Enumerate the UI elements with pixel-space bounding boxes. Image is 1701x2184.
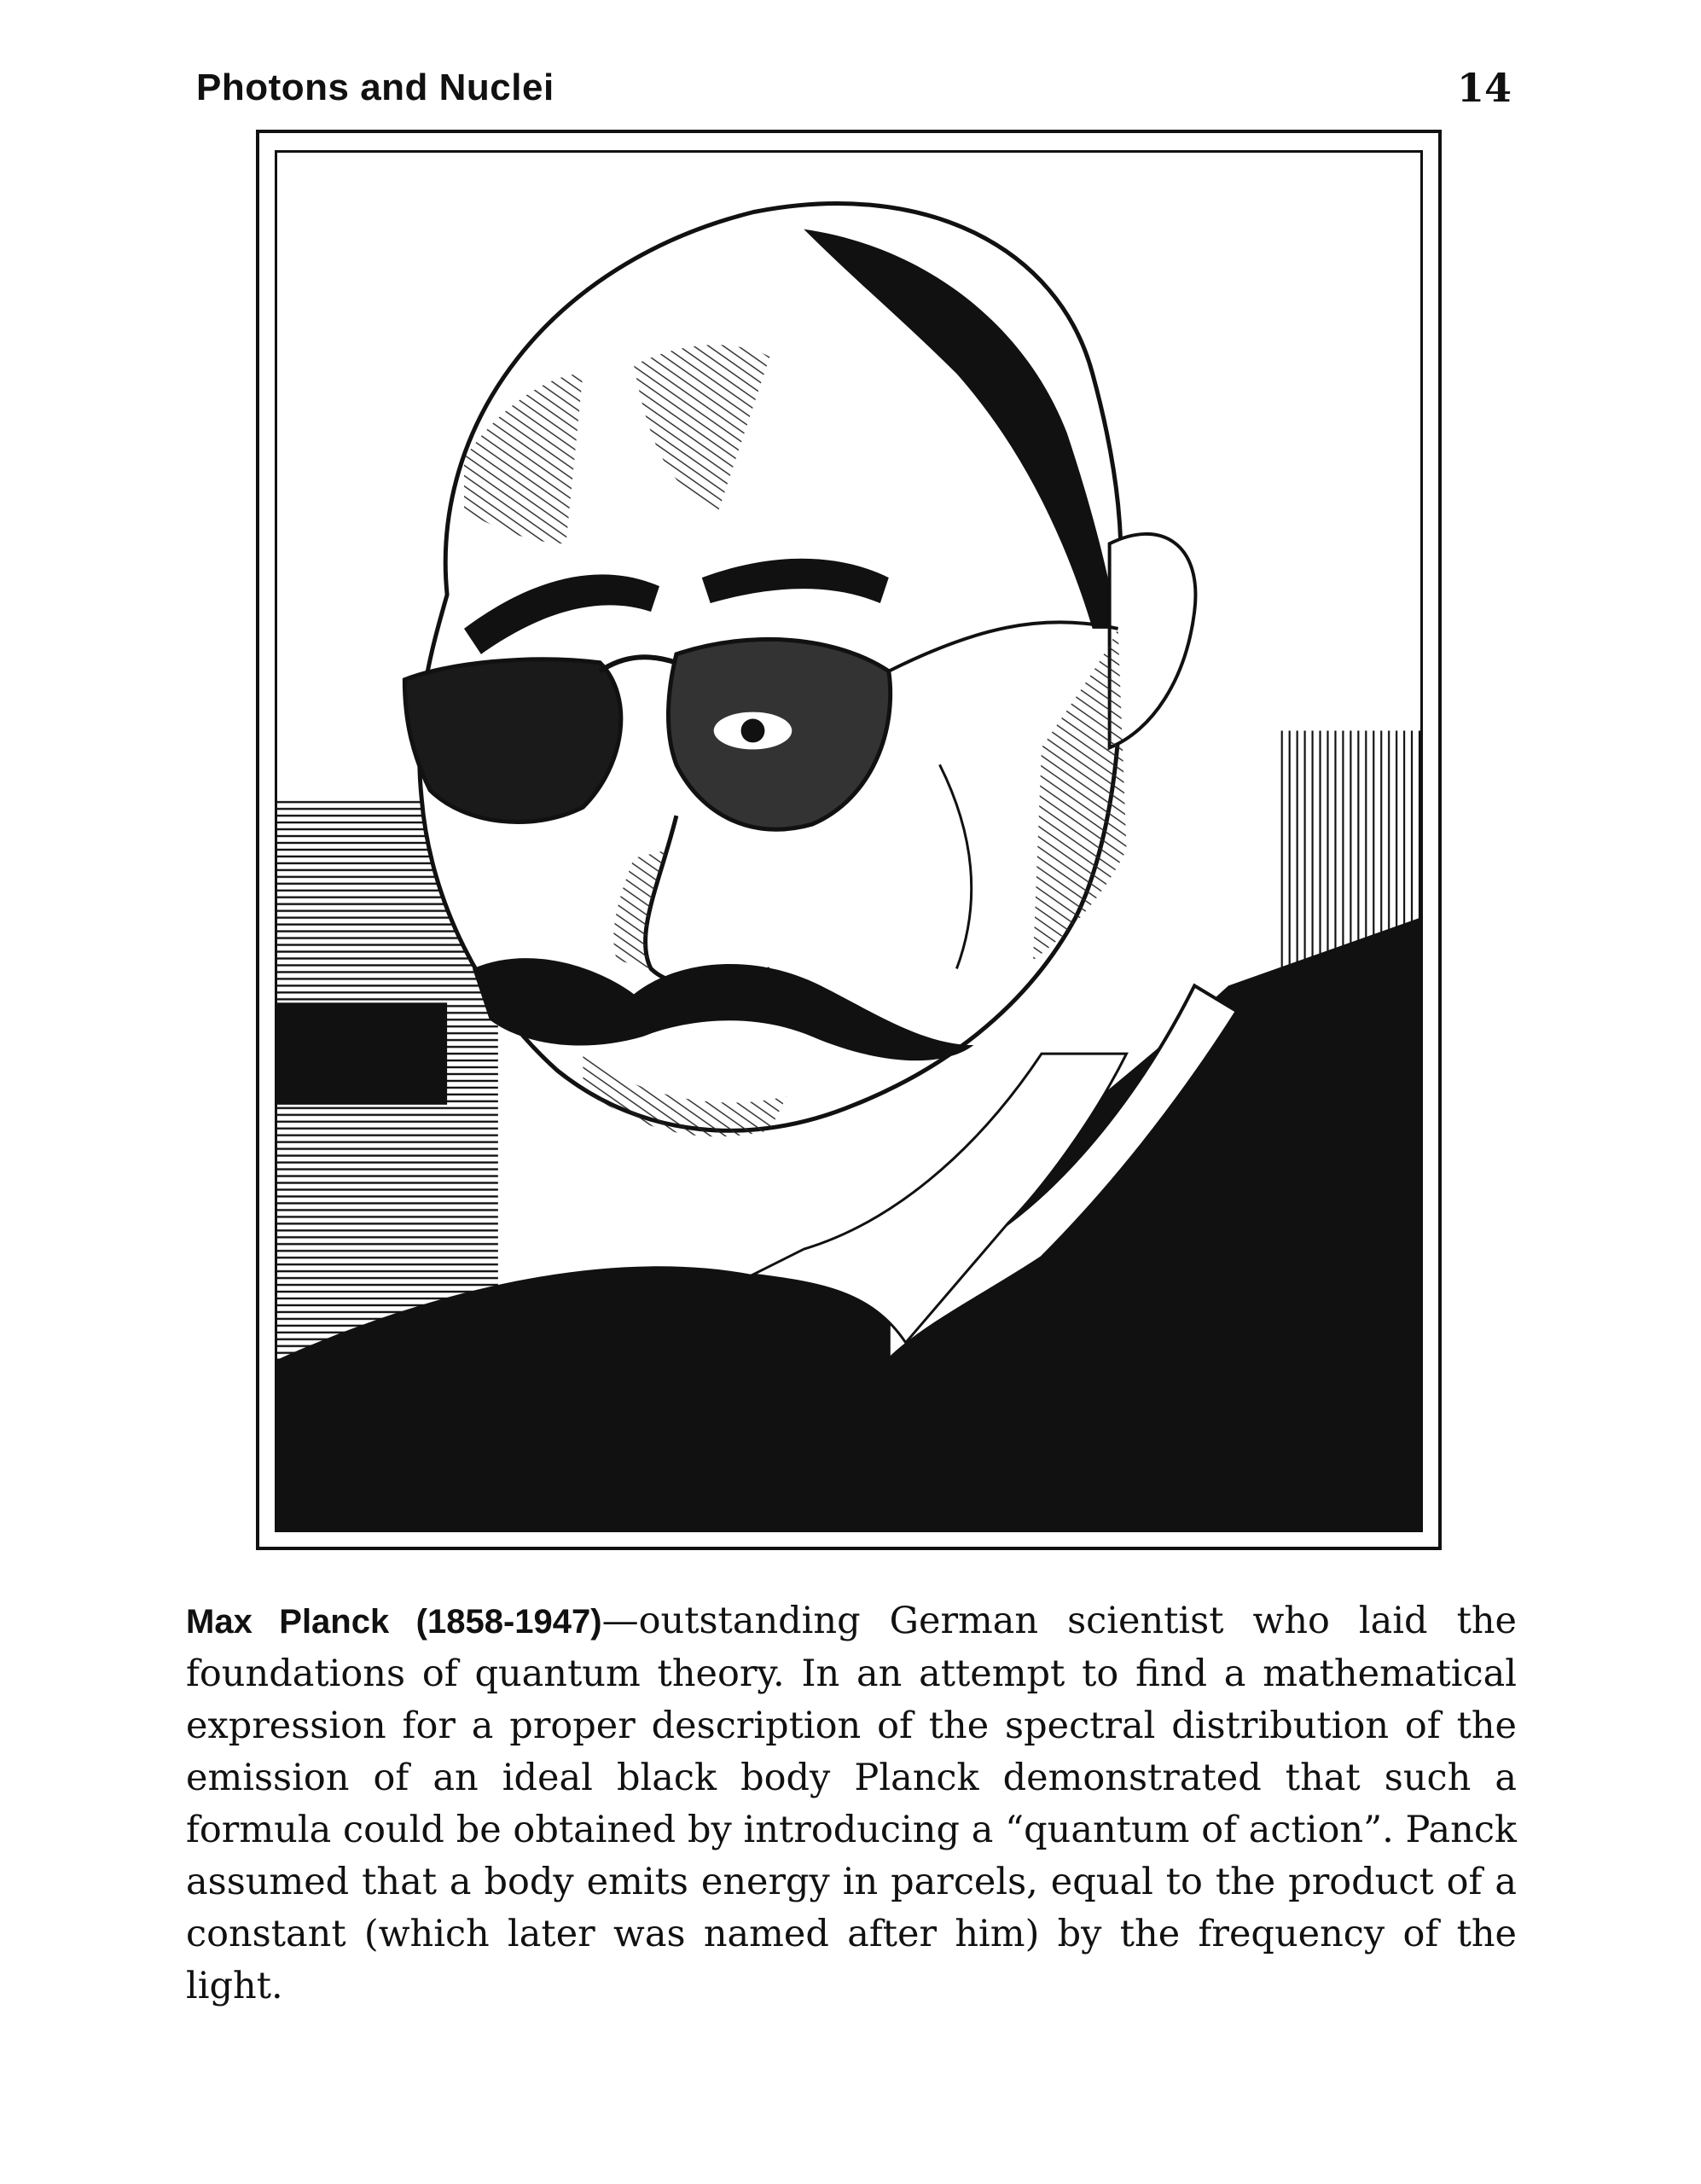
ear (1110, 534, 1196, 747)
running-head-title: Photons and Nuclei (196, 67, 554, 108)
caption-text: —outstanding German scientist who laid the foundations of quantum theory. In an attempt to find a mathematical expression for a proper description of the spectral distribution of the emission of an ideal black body Planck demonstrated that such a formula could be obtained by introducing a “quantum of action”. Panck assumed that a body emits energy in parcels, equal to the product of a constant (which later was named after him) by the frequency of the light. (186, 1600, 1518, 2007)
eye-pupil-right (741, 719, 765, 743)
portrait-illustration (277, 153, 1420, 1530)
spectacles-lens-left (404, 659, 621, 822)
temple-shading-left (464, 374, 583, 543)
figure-caption (186, 1595, 1517, 2013)
artist-signature: Н.ЕРШЕВСКИЙ (1379, 1356, 1402, 1496)
background-shadow-left (277, 1002, 447, 1105)
caption-person-name: Max Planck (1858-1947) (186, 1603, 602, 1641)
portrait-figure (275, 150, 1423, 1532)
page-number: 14 (1456, 65, 1512, 111)
